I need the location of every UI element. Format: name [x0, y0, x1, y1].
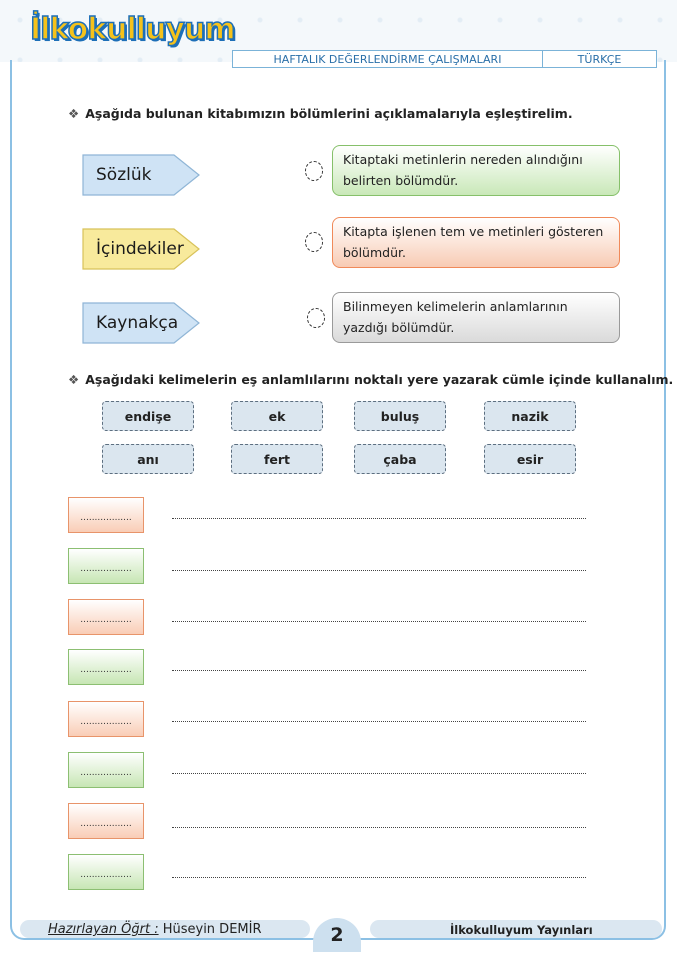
word-box: fert: [231, 444, 323, 474]
logo: [30, 8, 235, 50]
match-circle-1[interactable]: [305, 161, 323, 181]
answer-box[interactable]: ..................: [68, 752, 144, 788]
word-box: anı: [102, 444, 194, 474]
bullet-icon: ❖: [68, 106, 80, 121]
match-circle-3[interactable]: [307, 308, 325, 328]
word-box: nazik: [484, 401, 576, 431]
prepared-by-label: Hazırlayan Öğrt :: [48, 922, 159, 937]
author-name: Hüseyin DEMİR: [162, 922, 262, 937]
answer-box[interactable]: ..................: [68, 497, 144, 533]
section1-instruction-text: Aşağıda bulunan kitabımızın bölümlerini açıklamalarıyla eşleştirelim.: [85, 106, 573, 121]
answer-box[interactable]: ..................: [68, 803, 144, 839]
section2-instruction: [68, 372, 673, 387]
answer-box[interactable]: ..................: [68, 854, 144, 890]
description-1: Kitaptaki metinlerin nereden alındığını belirten bölümdür.: [332, 145, 620, 196]
subject-label: TÜRKÇE: [577, 52, 622, 66]
answer-box[interactable]: ..................: [68, 701, 144, 737]
answer-line[interactable]: [172, 670, 586, 671]
answer-line[interactable]: [172, 721, 586, 722]
tag-kaynakca[interactable]: [82, 302, 200, 344]
publisher-name: İlkokulluyum Yayınları: [450, 923, 593, 937]
tag-label: Kaynakça: [96, 313, 179, 333]
description-2: Kitapta işlenen tem ve metinleri gösteren bölümdür.: [332, 217, 620, 268]
bullet-icon: ❖: [68, 372, 80, 387]
answer-line[interactable]: [172, 827, 586, 828]
answer-box[interactable]: ..................: [68, 548, 144, 584]
logo-text: İlkokulluyum: [30, 11, 235, 47]
description-3: Bilinmeyen kelimelerin anlamlarının yazdığı bölümdür.: [332, 292, 620, 343]
answer-box[interactable]: ..................: [68, 599, 144, 635]
tag-icindekiler[interactable]: [82, 228, 200, 270]
tag-label: İçindekiler: [96, 239, 184, 259]
answer-line[interactable]: [172, 621, 586, 622]
word-box: çaba: [354, 444, 446, 474]
page-number: 2: [313, 918, 361, 952]
worksheet-title: HAFTALIK DEĞERLENDİRME ÇALIŞMALARI: [233, 51, 543, 67]
match-circle-2[interactable]: [305, 232, 323, 252]
tag-label: Sözlük: [96, 165, 152, 185]
answer-box[interactable]: ..................: [68, 649, 144, 685]
answer-line[interactable]: [172, 877, 586, 878]
answer-line[interactable]: [172, 518, 586, 519]
word-box: buluş: [354, 401, 446, 431]
word-box: endişe: [102, 401, 194, 431]
footer-author: [48, 922, 262, 937]
tag-sozluk[interactable]: [82, 154, 200, 196]
answer-line[interactable]: [172, 773, 586, 774]
word-box: esir: [484, 444, 576, 474]
word-box: ek: [231, 401, 323, 431]
section2-instruction-text: Aşağıdaki kelimelerin eş anlamlılarını noktalı yere yazarak cümle içinde kullanalım.: [85, 372, 674, 387]
answer-line[interactable]: [172, 570, 586, 571]
section1-instruction: [68, 106, 573, 121]
